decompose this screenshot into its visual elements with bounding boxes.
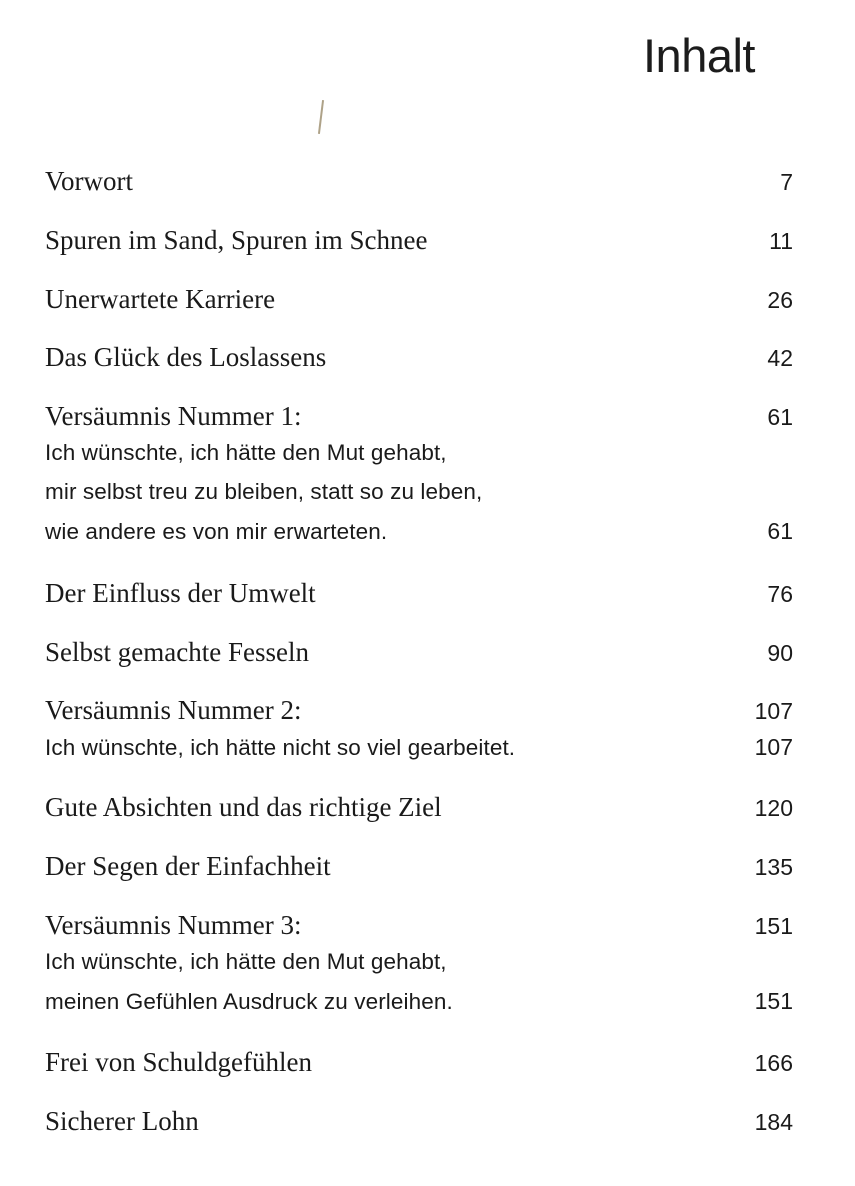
toc-entry-title: Versäumnis Nummer 3: xyxy=(45,910,302,940)
toc-entry-title: Vorwort xyxy=(45,166,134,196)
toc-entry-title: Frei von Schuldgefühlen xyxy=(45,1047,312,1077)
toc-entry xyxy=(45,342,793,381)
page-title: Inhalt xyxy=(643,29,755,82)
toc-entry-title: Sicherer Lohn xyxy=(45,1106,199,1136)
toc-entry-page: 26 xyxy=(767,287,793,313)
toc-entry-page: 90 xyxy=(767,640,793,666)
toc-entry-title: Spuren im Sand, Spuren im Schnee xyxy=(45,225,428,255)
toc-entry-title: Der Segen der Einfachheit xyxy=(45,851,331,881)
toc-entry-title: Das Glück des Loslassens xyxy=(45,342,327,372)
toc-entry-subtitle: Ich wünschte, ich hätte den Mut gehabt, xyxy=(45,440,447,465)
toc-entry xyxy=(45,851,793,890)
toc-entry xyxy=(45,1047,793,1086)
toc-entry xyxy=(45,225,793,264)
toc-entry-title: Versäumnis Nummer 2: xyxy=(45,695,302,725)
toc-entry-subtitle: wie andere es von mir erwarteten. xyxy=(45,519,388,544)
toc-entry-page: 135 xyxy=(754,854,793,880)
toc-entry-page: 184 xyxy=(754,1109,793,1135)
toc-entry-title: Gute Absichten und das richtige Ziel xyxy=(45,792,442,822)
toc-entry xyxy=(45,910,793,1027)
toc-entry-page: 166 xyxy=(754,1050,793,1076)
toc-entry xyxy=(45,637,793,676)
toc-entry-subtitle: mir selbst treu zu bleiben, statt so zu leben, xyxy=(45,479,483,504)
toc-entry-page: 11 xyxy=(769,228,793,254)
toc-entry-page: 120 xyxy=(754,795,793,821)
toc-entry-title: Versäumnis Nummer 1: xyxy=(45,401,302,431)
toc-entry-subtitle: Ich wünschte, ich hätte nicht so viel gearbeitet. xyxy=(45,735,516,760)
paper-mark xyxy=(318,100,324,134)
toc-entry xyxy=(45,401,793,557)
toc-entry-page: 151 xyxy=(754,988,793,1014)
toc-entry-title: Selbst gemachte Fesseln xyxy=(45,637,309,667)
toc-entry-page: 107 xyxy=(754,698,793,724)
toc-entry-page: 151 xyxy=(754,913,793,939)
toc-entry-title: Der Einfluss der Umwelt xyxy=(45,578,316,608)
toc-entry-page: 107 xyxy=(754,734,793,760)
toc-entry-title: Unerwartete Karriere xyxy=(45,284,276,314)
toc-entry xyxy=(45,166,793,205)
toc-entry xyxy=(45,1106,793,1145)
toc-entry xyxy=(45,284,793,323)
toc-entry-page: 61 xyxy=(767,518,793,544)
toc-entry-page: 76 xyxy=(767,581,793,607)
toc-entry-subtitle: Ich wünschte, ich hätte den Mut gehabt, xyxy=(45,949,447,974)
toc-entry-page: 42 xyxy=(767,345,793,371)
toc-entry-page: 7 xyxy=(780,169,793,195)
toc-entry xyxy=(45,695,793,773)
toc-entry xyxy=(45,578,793,617)
toc-entry-subtitle: meinen Gefühlen Ausdruck zu verleihen. xyxy=(45,989,453,1014)
toc-entry-page: 61 xyxy=(767,404,793,430)
toc-entry xyxy=(45,792,793,831)
